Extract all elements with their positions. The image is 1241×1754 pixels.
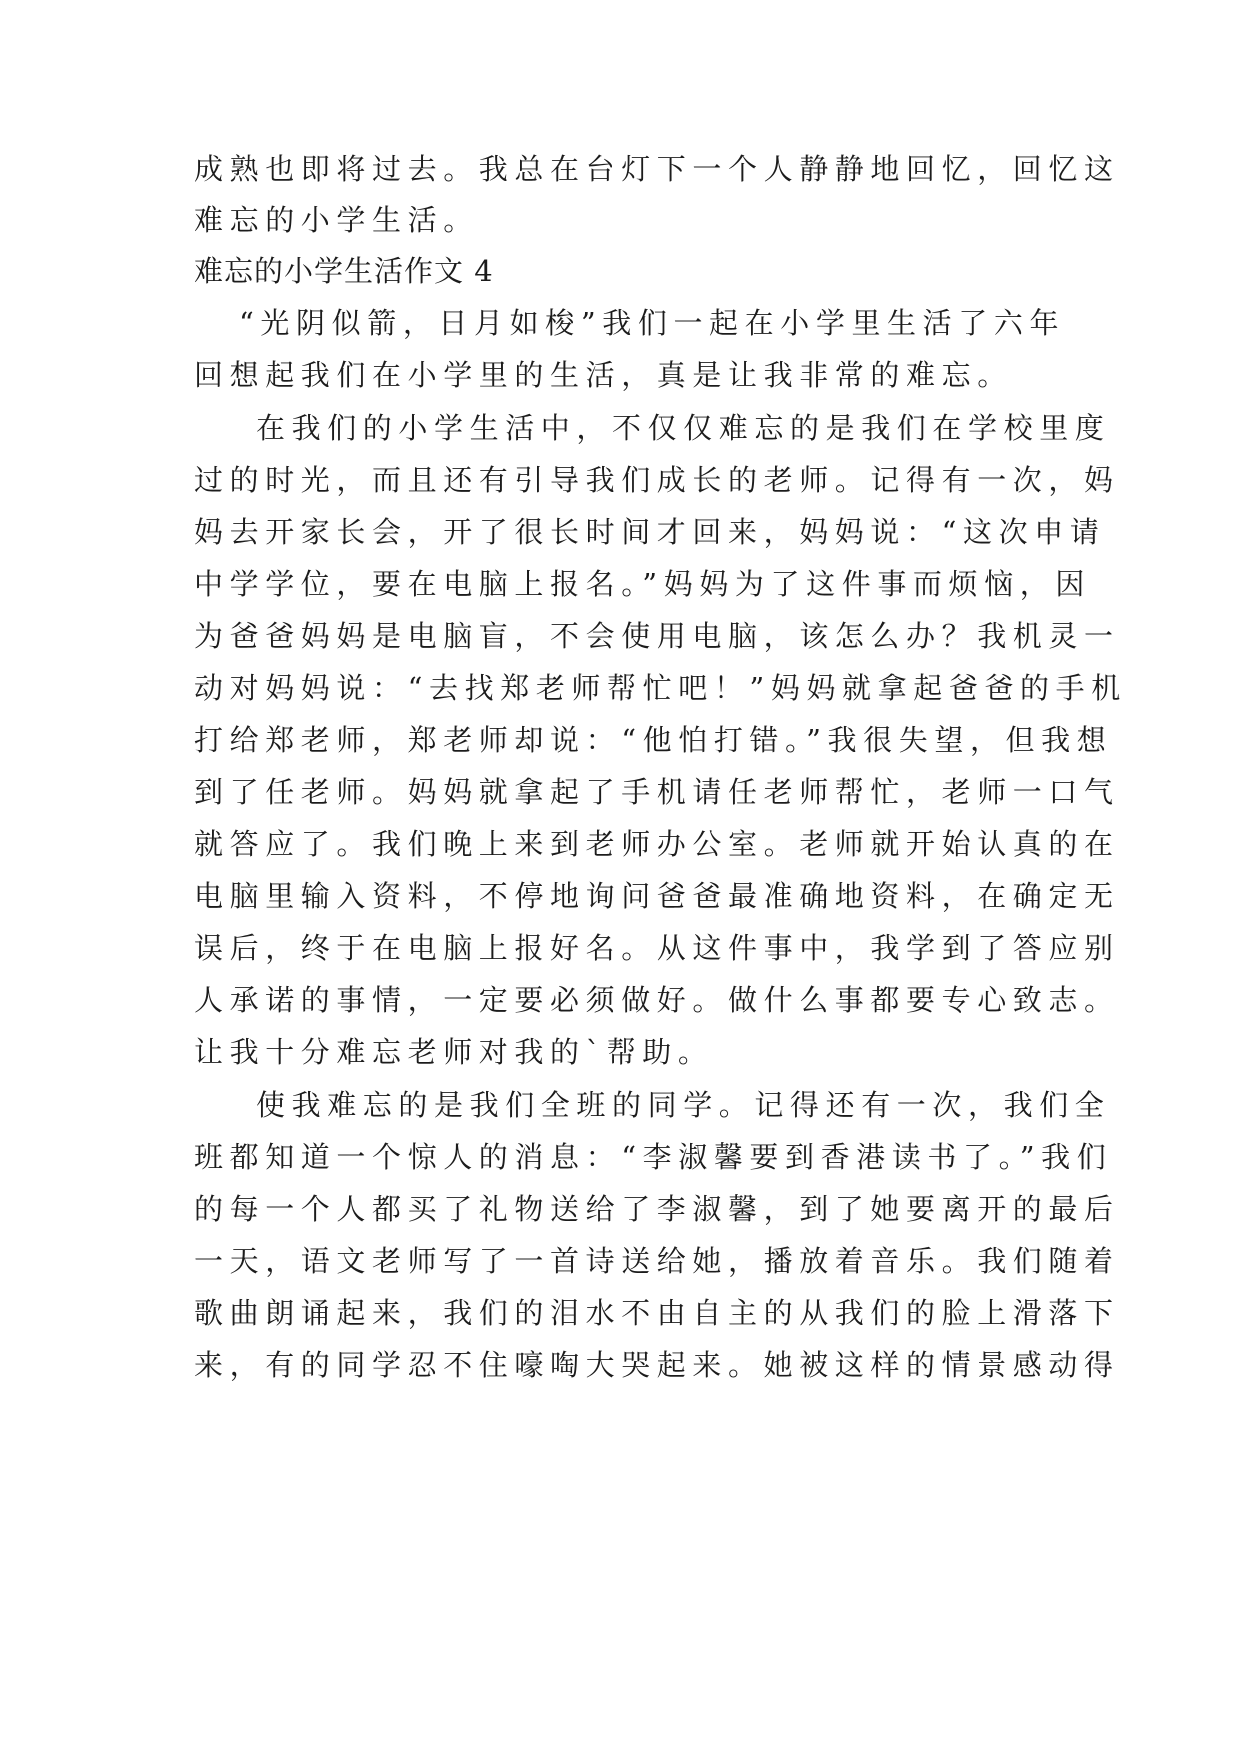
text-line: 过的时光，而且还有引导我们成长的老师。记得有一次，妈	[194, 463, 1120, 497]
text-line: “光阴似箭，日月如梭”我们一起在小学里生活了六年	[239, 306, 1066, 340]
text-line: 误后，终于在电脑上报好名。从这件事中，我学到了答应别	[194, 931, 1120, 965]
text-line: 一天，语文老师写了一首诗送给她，播放着音乐。我们随着	[194, 1244, 1120, 1278]
text-line: 歌曲朗诵起来，我们的泪水不由自主的从我们的脸上滑落下	[194, 1296, 1120, 1330]
text-line: 动对妈妈说：“去找郑老师帮忙吧！”妈妈就拿起爸爸的手机	[194, 671, 1127, 705]
text-line: 打给郑老师，郑老师却说：“他怕打错。”我很失望，但我想	[194, 723, 1113, 757]
text-line: 中学学位，要在电脑上报名。”妈妈为了这件事而烦恼，因	[194, 567, 1091, 601]
text-line: 到了任老师。妈妈就拿起了手机请任老师帮忙，老师一口气	[194, 775, 1120, 809]
text-line: 来，有的同学忍不住嚎啕大哭起来。她被这样的情景感动得	[194, 1348, 1120, 1382]
text-line: 让我十分难忘老师对我的`帮助。	[194, 1035, 714, 1069]
text-line: 的每一个人都买了礼物送给了李淑馨，到了她要离开的最后	[194, 1192, 1120, 1226]
section-heading: 难忘的小学生活作文 4	[194, 254, 494, 288]
text-line: 电脑里输入资料，不停地询问爸爸最准确地资料，在确定无	[194, 879, 1120, 913]
text-line: 为爸爸妈妈是电脑盲，不会使用电脑，该怎么办？我机灵一	[194, 619, 1120, 653]
text-line: 就答应了。我们晚上来到老师办公室。老师就开始认真的在	[194, 827, 1120, 861]
text-line: 人承诺的事情，一定要必须做好。做什么事都要专心致志。	[194, 983, 1120, 1017]
text-line: 妈去开家长会，开了很长时间才回来，妈妈说：“这次申请	[194, 515, 1106, 549]
paragraph-first-line: 使我难忘的是我们全班的同学。记得还有一次，我们全	[256, 1088, 1111, 1122]
paragraph-first-line: 在我们的小学生活中，不仅仅难忘的是我们在学校里度	[256, 411, 1111, 445]
text-line: 班都知道一个惊人的消息：“李淑馨要到香港读书了。”我们	[194, 1140, 1113, 1174]
text-line: 难忘的小学生活。	[194, 203, 479, 237]
text-line: 回想起我们在小学里的生活，真是让我非常的难忘。	[194, 358, 1013, 392]
text-line: 成熟也即将过去。我总在台灯下一个人静静地回忆，回忆这	[194, 152, 1120, 186]
